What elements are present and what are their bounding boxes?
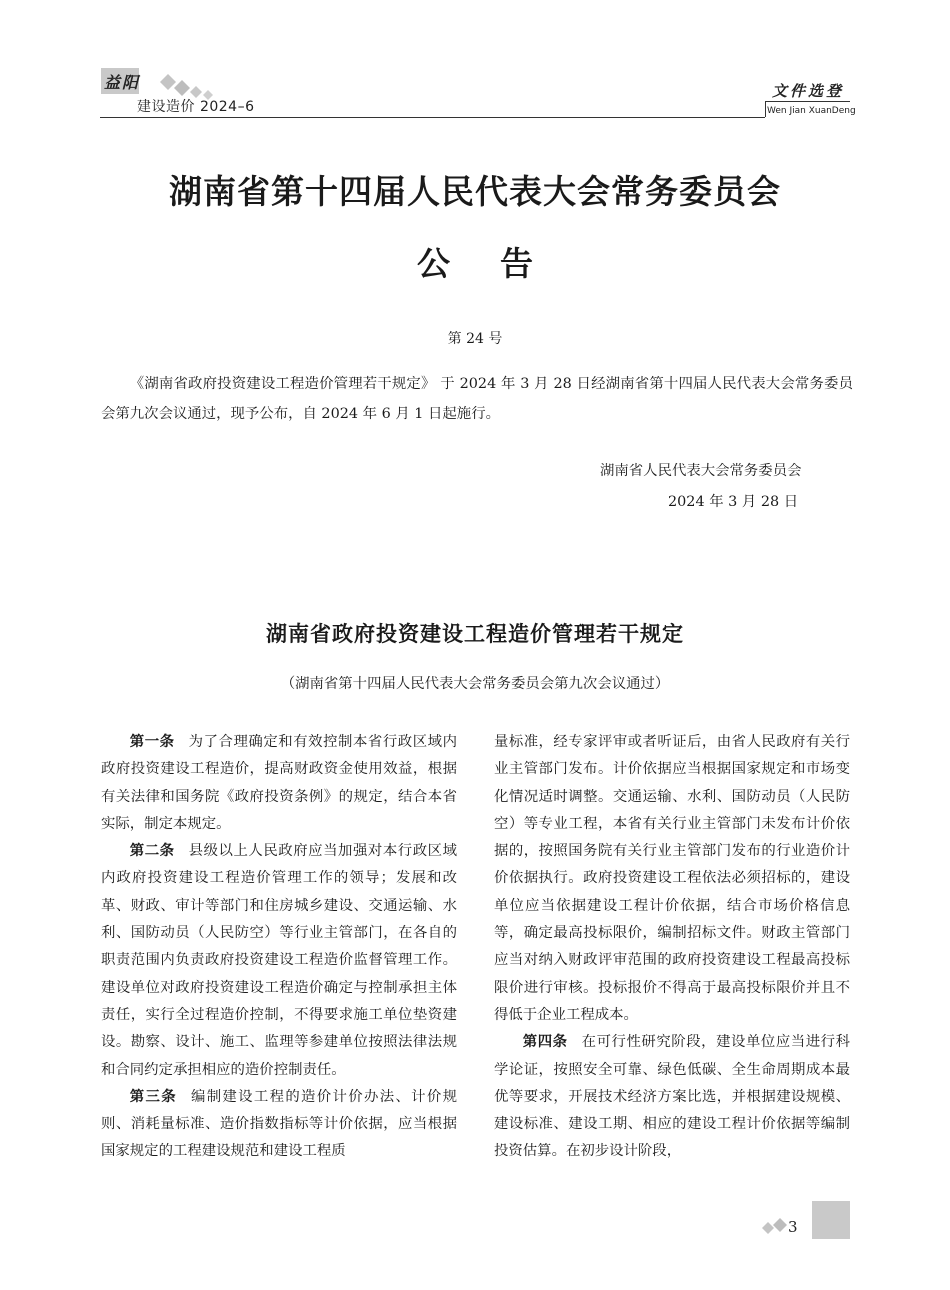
article-1: [101, 729, 457, 838]
article-text: 在可行性研究阶段，建设单位应当进行科学论证，按照安全可靠、绿色低碳、全生命周期成本最优等要求，开展技术经济方案比选，并根据建设规模、建设标准、建设工期、相应的建设工程计价依据等编制投资估算。在初步设计阶段，: [494, 1034, 850, 1160]
article-label: 第三条: [129, 1088, 177, 1105]
notice-number: 第 24 号: [447, 331, 503, 347]
notice-date: 2024 年 3 月 28 日: [668, 494, 799, 510]
article-4: [494, 1029, 850, 1165]
article-2: [101, 838, 457, 1084]
article-3-continued: [494, 729, 850, 1029]
article-label: 第一条: [129, 734, 175, 750]
article-label: 第四条: [522, 1034, 568, 1051]
regulation-subtitle: （湖南省第十四届人民代表大会常务委员会第九次会议通过）: [280, 676, 670, 692]
article-text: 编制建设工程的造价计价办法、计价规则、消耗量标准、造价指数指标等计价依据，应当根据国家规定的工程建设规范和建设工程质: [101, 1088, 457, 1160]
notice-title: 湖南省第十四届人民代表大会常务委员会: [169, 172, 781, 211]
header-section: 文件选登: [772, 82, 845, 100]
header-rule-step: [765, 101, 766, 117]
footer-shade-box: [812, 1201, 850, 1239]
article-3: [101, 1084, 457, 1166]
header-rule: [100, 117, 765, 118]
header-section-pinyin: Wen Jian XuanDeng: [767, 106, 856, 116]
article-text: 县级以上人民政府应当加强对本行政区域内政府投资建设工程造价管理工作的领导；发展和改革、财政、审计等部门和住房城乡建设、交通运输、水利、国防动员（人民防空）等行业主管部门，在各自的职责范围内负责政府投资建设工程造价监督管理工作。建设单位对政府投资建设工程造价确定与控制承担主体责任，实行全过程造价控制，不得要求施工单位垫资建设。勘察、设计、施工、监理等参建单位按照法律法规和合同约定承担相应的造价控制责任。: [101, 843, 457, 1078]
notice-issuer: 湖南省人民代表大会常务委员会: [600, 463, 802, 479]
right-column: [494, 729, 850, 1166]
left-column: [101, 729, 457, 1166]
article-label: 第二条: [129, 843, 175, 860]
notice-body: 《湖南省政府投资建设工程造价管理若干规定》 于 2024 年 3 月 28 日经湖南省第十四届人民代表大会常务委员会第九次会议通过，现予公布，自 2024 年 6 月 1 日起施行。: [101, 376, 853, 422]
article-text: 为了合理确定和有效控制本省行政区域内政府投资建设工程造价，提高财政资金使用效益，根据有关法律和国务院《政府投资条例》的规定，结合本省实际，制定本规定。: [101, 734, 457, 832]
notice-subtitle: 公告: [417, 244, 583, 283]
regulation-title: 湖南省政府投资建设工程造价管理若干规定: [266, 622, 684, 646]
header-issue: 建设造价 2024–6: [137, 99, 255, 115]
article-text: 量标准，经专家评审或者听证后，由省人民政府有关行业主管部门发布。计价依据应当根据国家规定和市场变化情况适时调整。交通运输、水利、国防动员（人民防空）等专业工程，本省有关行业主管部门未发布计价依据的，按照国务院有关行业主管部门发布的行业造价计价依据执行。政府投资建设工程依法必须招标的，建设单位应当依据建设工程计价依据，结合市场价格信息等，确定最高投标限价，编制招标文件。财政主管部门应当对纳入财政评审范围的政府投资建设工程最高投标限价进行审核。投标报价不得高于最高投标限价并且不得低于企业工程成本。: [494, 734, 850, 1023]
header-city: 益阳: [104, 73, 141, 92]
header-rule-right: [765, 101, 850, 102]
page-number: 3: [788, 1218, 798, 1236]
